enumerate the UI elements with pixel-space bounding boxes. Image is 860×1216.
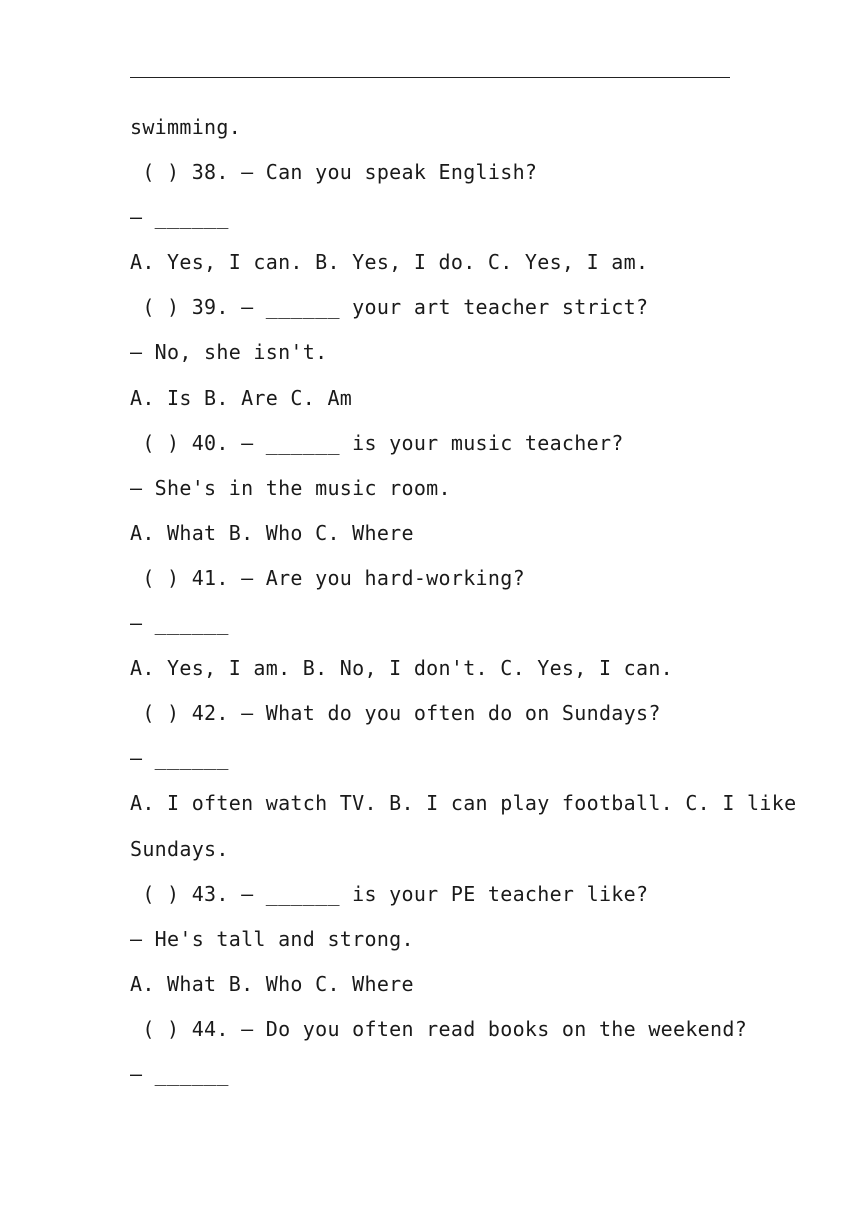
question-38: ( ) 38. — Can you speak English? xyxy=(130,160,538,185)
answer-40: — She's in the music room. xyxy=(130,475,451,500)
answer-blank-44: — ______ xyxy=(130,1061,229,1086)
answer-43: — He's tall and strong. xyxy=(130,926,414,951)
options-41: A. Yes, I am. B. No, I don't. C. Yes, I can. xyxy=(130,656,674,681)
options-42-continued: Sundays. xyxy=(130,836,229,861)
options-40: A. What B. Who C. Where xyxy=(130,520,414,545)
question-43: ( ) 43. — ______ is your PE teacher like? xyxy=(130,881,649,906)
question-44: ( ) 44. — Do you often read books on the weekend? xyxy=(130,1016,748,1041)
options-43: A. What B. Who C. Where xyxy=(130,971,414,996)
question-42: ( ) 42. — What do you often do on Sundays? xyxy=(130,701,661,726)
question-41: ( ) 41. — Are you hard-working? xyxy=(130,565,525,590)
options-38: A. Yes, I can. B. Yes, I do. C. Yes, I am. xyxy=(130,250,649,275)
question-40: ( ) 40. — ______ is your music teacher? xyxy=(130,430,624,455)
text-line-continuation: swimming. xyxy=(130,115,242,139)
answer-blank-41: — ______ xyxy=(130,611,229,636)
options-42: A. I often watch TV. B. I can play football. C. I like xyxy=(130,791,797,816)
worksheet-content xyxy=(130,105,797,1097)
answer-blank-42: — ______ xyxy=(130,746,229,771)
answer-blank-38: — ______ xyxy=(130,205,229,230)
question-39: ( ) 39. — ______ your art teacher strict? xyxy=(130,295,649,320)
header-rule xyxy=(130,77,730,78)
answer-39: — No, she isn't. xyxy=(130,340,328,365)
options-39: A. Is B. Are C. Am xyxy=(130,385,353,410)
